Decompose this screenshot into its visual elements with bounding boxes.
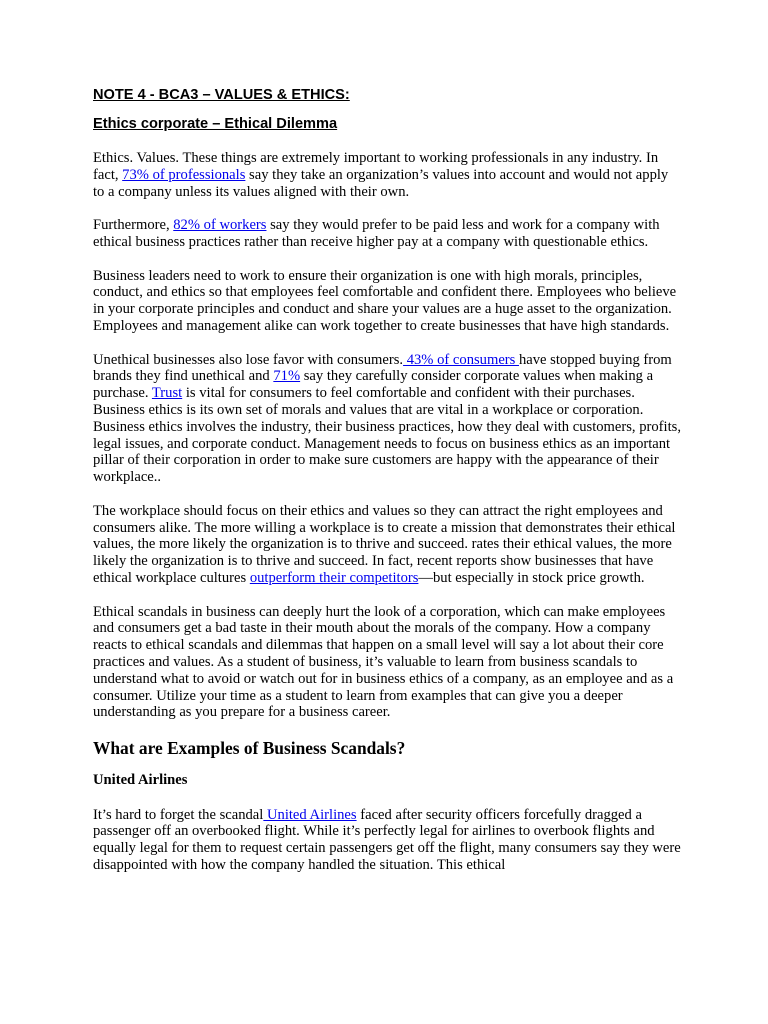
paragraph-text: It’s hard to forget the scandal — [93, 806, 264, 823]
paragraph-5 — [93, 503, 683, 587]
paragraph-text: —but especially in stock price growth. — [418, 569, 645, 586]
section-heading-business-scandals: What are Examples of Business Scandals? — [93, 737, 406, 758]
paragraph-text: Unethical businesses also lose favor with consumers. — [93, 351, 404, 368]
paragraph-2 — [93, 217, 683, 251]
link-43-percent-consumers[interactable]: 43% of consumers — [403, 351, 519, 368]
paragraph-text: Ethical scandals in business can deeply hurt the look of a corporation, which can make employees and consumers get a bad taste in their mouth about the morals of the company. How a company reacts to ethical scandals and dilemmas that happen on a small level will say a lot about their core practices and values. As a student of business, it’s valuable to learn from business scandals to understand what to avoid or watch out for in business ethics of a company, as an employee and as a consumer. Utilize your time as a student to learn from examples that can give you a deeper understanding as you prepare for a business career. — [93, 603, 674, 721]
paragraph-text: say they carefully consider corporate values when making a purchase. — [93, 368, 654, 402]
paragraph-text: say they would prefer to be paid less and work for a company with ethical business practices rather than receive higher pay at a company with questionable ethics. — [93, 217, 660, 250]
paragraph-4 — [93, 352, 683, 486]
document-title: NOTE 4 - BCA3 – VALUES & ETHICS: — [93, 87, 350, 103]
paragraph-text: faced after security officers forcefully dragged a passenger off an overbooked flight. While it’s perfectly legal for airlines to overbook flights and equally legal for them to request certain passengers get off the flight, many consumers say they were disappointed with how the company handled the situation. This ethical — [93, 806, 681, 874]
paragraph-3 — [93, 268, 683, 335]
link-trust[interactable]: Trust — [151, 385, 183, 402]
paragraph-text: have stopped buying from brands they find unethical and — [93, 351, 672, 385]
paragraph-text: Ethics. Values. These things are extremely important to working professionals in any industry. In fact, — [93, 150, 659, 183]
link-73-percent-professionals[interactable]: 73% of professionals — [122, 166, 246, 183]
paragraph-text: Furthermore, — [93, 217, 174, 234]
link-82-percent-workers[interactable]: 82% of workers — [173, 217, 267, 234]
link-71-percent[interactable]: 71% — [273, 368, 301, 385]
paragraph-7 — [93, 807, 683, 874]
paragraph-text: Business leaders need to work to ensure their organization is one with high morals, principles, conduct, and ethics so that employees feel comfortable and confident there. Employees who believe in your corporate principles and conduct and share your values are a huge asset to the organization. Employees and management alike can work together to create businesses that have high standards. — [93, 267, 677, 334]
paragraph-text: is vital for consumers to feel comfortable and confident with their purchases. Business ethics is its own set of morals and values that are vital in a workplace or corporation. Business ethics involves the industry, their business practices, how they deal with customers, profits, legal issues, and corporate conduct. Management needs to focus on business ethics as an important pillar of their corporation in order to make sure customers are happy with the appearance of their workplace.. — [93, 385, 681, 486]
link-united-airlines[interactable]: United Airlines — [263, 806, 357, 823]
document-body — [93, 150, 683, 891]
subsection-heading-united-airlines: United Airlines — [93, 771, 188, 788]
paragraph-1 — [93, 150, 683, 200]
document-subtitle: Ethics corporate – Ethical Dilemma — [93, 116, 338, 132]
paragraph-6 — [93, 604, 683, 722]
paragraph-text: say they take an organization’s values into account and would not apply to a company unless its values aligned with their own. — [93, 166, 669, 200]
paragraph-text: The workplace should focus on their ethics and values so they can attract the right employees and consumers alike. The more willing a workplace is to create a mission that demonstrates their ethical values, the more likely the organization is to thrive and succeed. rates their ethical values, the more likely the organization is to thrive and succeed. In fact, recent reports show businesses that have ethical workplace cultures — [93, 502, 676, 586]
link-outperform-competitors[interactable]: outperform their competitors — [249, 569, 419, 586]
